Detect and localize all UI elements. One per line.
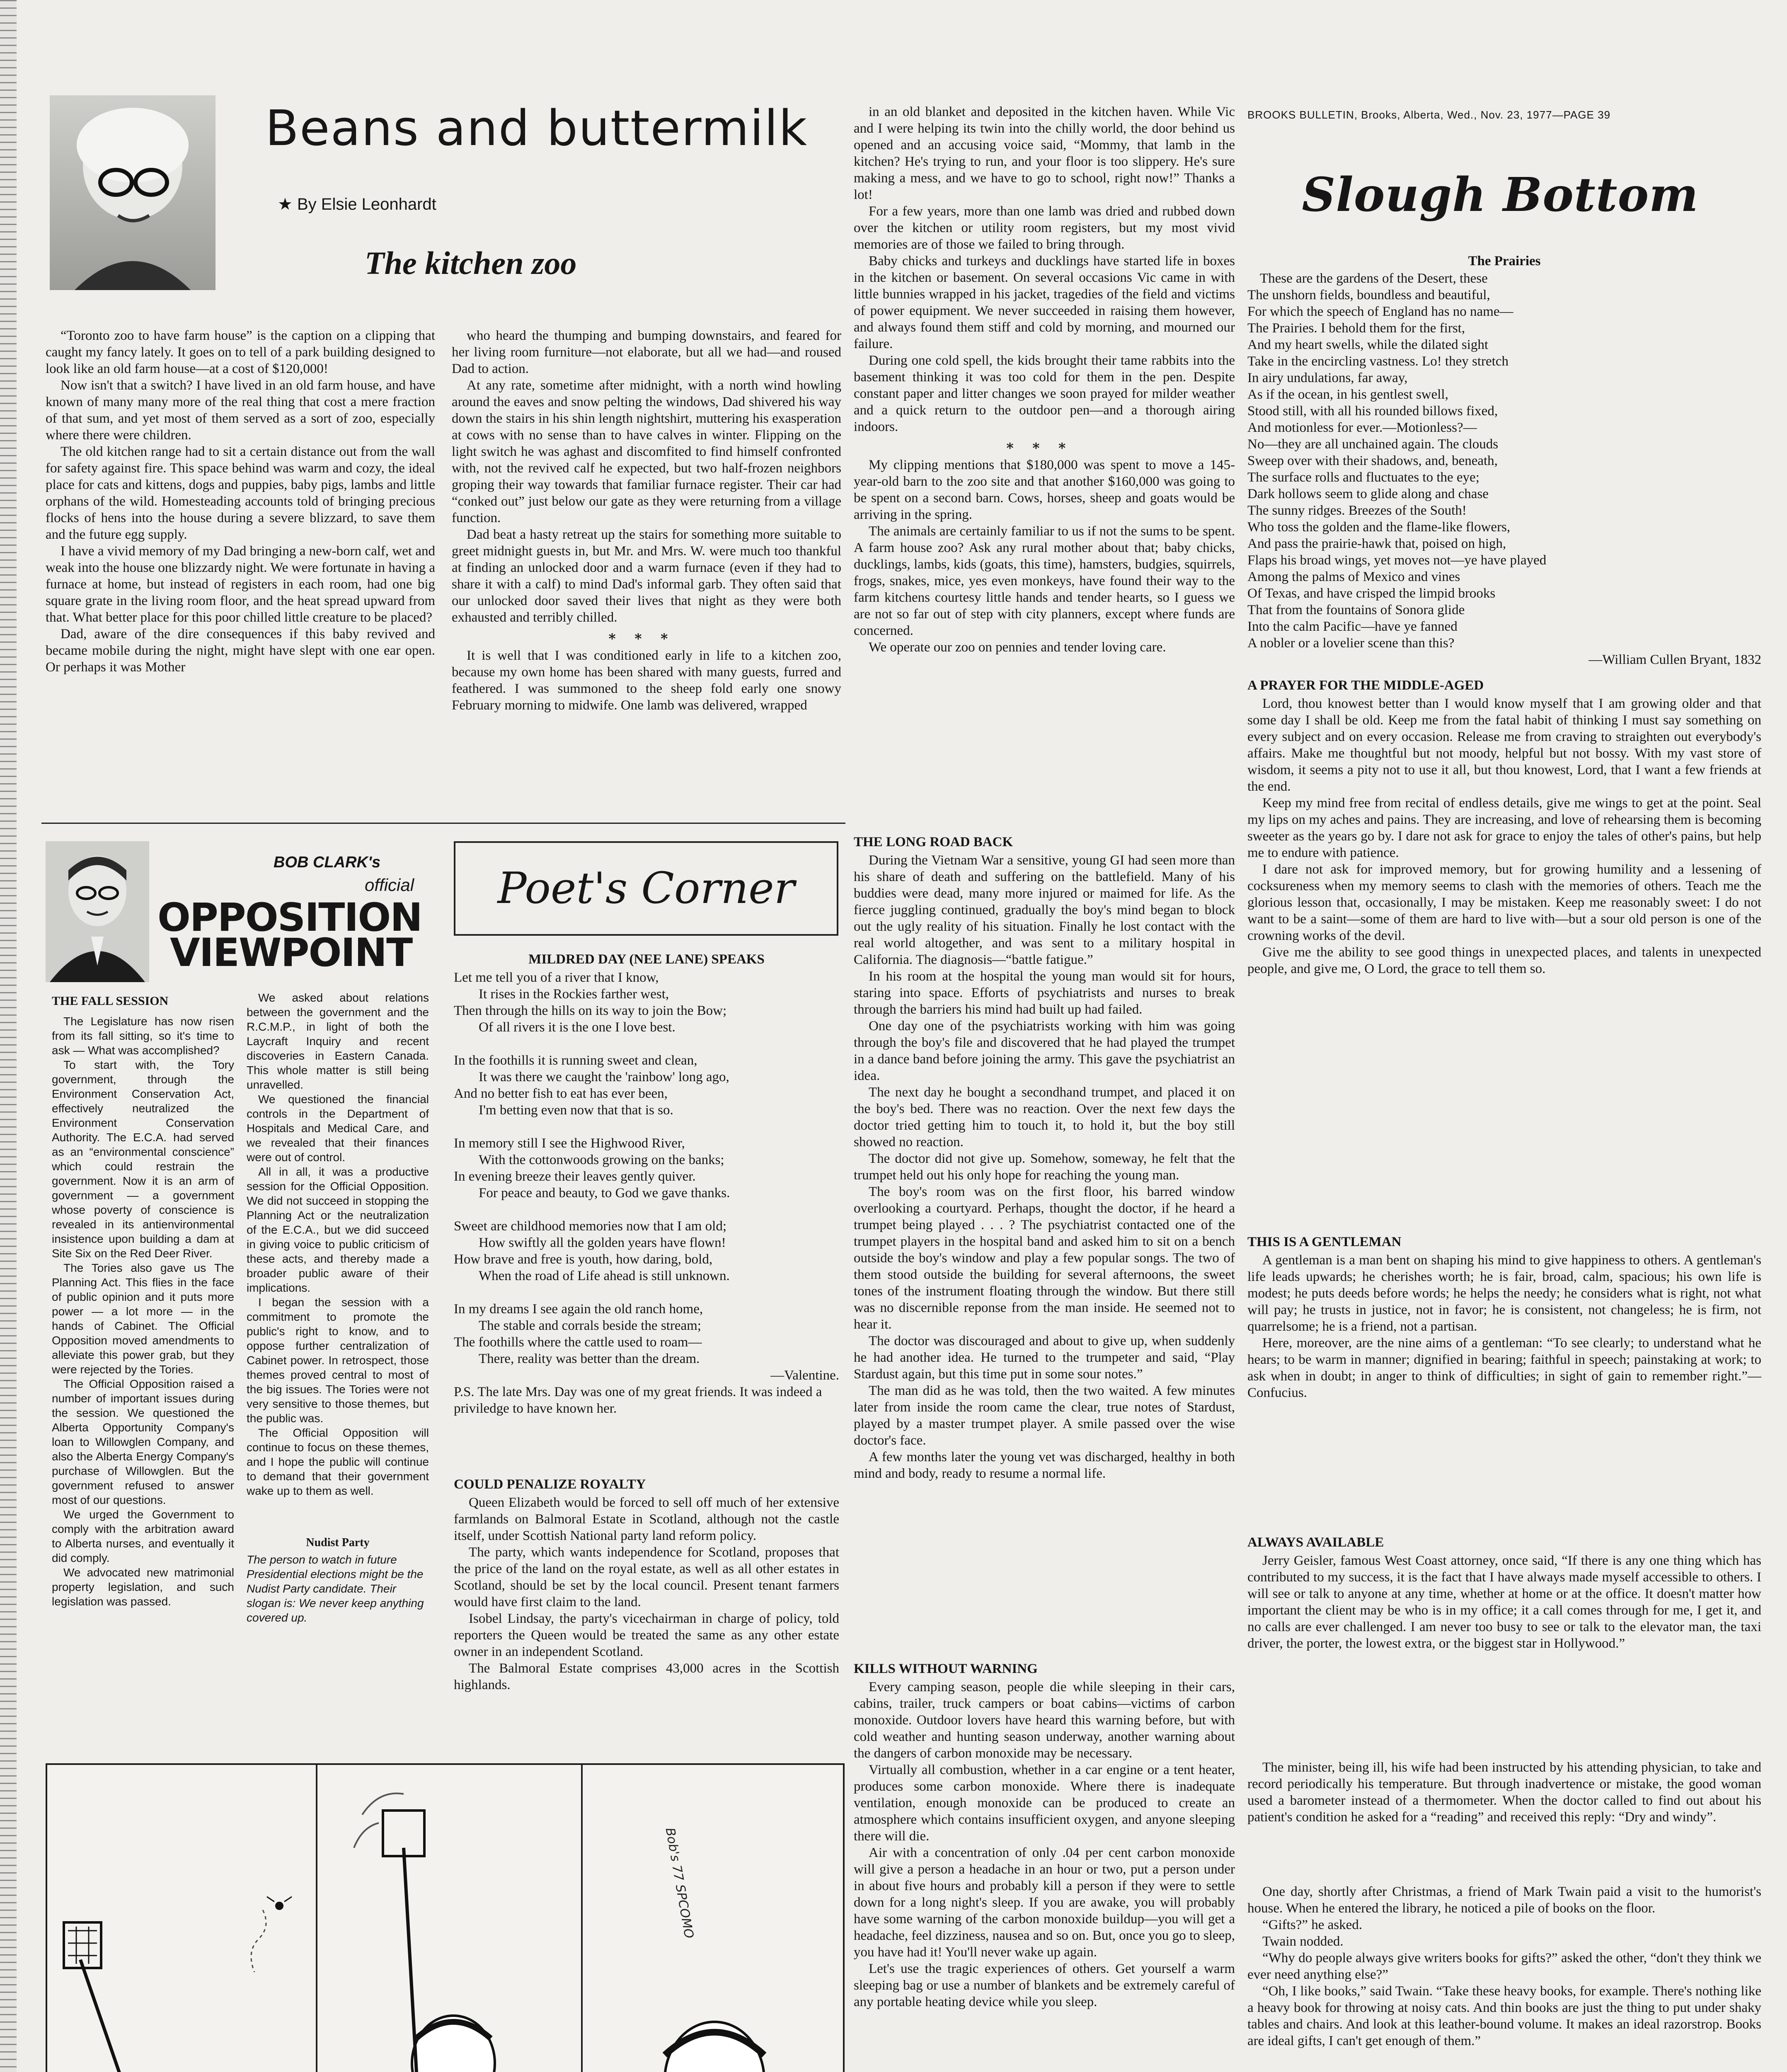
paragraph: We urged the Government to comply with the arbitration award to Alberta nurses, and eventually it did comply.: [52, 1508, 234, 1564]
paragraph: The doctor was discouraged and about to give up, when suddenly he had another idea. He turned to the trumpeter and said, “Play Stardust again, but this time put in some sour notes.”: [854, 1334, 1235, 1382]
always-available-section: [1247, 1525, 1761, 1652]
opposition-title-1: OPPOSITION: [157, 895, 422, 940]
poem-line: As if the ocean, in his gentlest swell,: [1247, 387, 1448, 402]
paragraph: We questioned the financial controls in the Department of Hospitals and Medical Care, and we revealed that their finances were out of control.: [247, 1093, 429, 1164]
paragraph: We operate our zoo on pennies and tender loving care.: [869, 640, 1166, 655]
paragraph: The Tories also gave us The Planning Act. This flies in the face of public opinion and it puts more power — a lot more — in the hands of Cabinet. The Official Opposition moved amendments to alleviate this power grab, but they were rejected by the Tories.: [52, 1261, 234, 1376]
poem-line: The unshorn fields, boundless and beautiful,: [1247, 288, 1490, 303]
left-page-edge: [0, 0, 17, 2072]
gentleman-section: [1247, 1225, 1761, 1401]
poem-line: That from the fountains of Sonora glide: [1247, 603, 1465, 617]
paragraph: We asked about relations between the government and the R.C.M.P., in light of both the Laycraft Inquiry and recent discoveries in Eastern Canada. This whole matter is still being unravelled.: [247, 991, 429, 1091]
paragraph: During the Vietnam War a sensitive, young GI had seen more than his share of death and suffering on the battlefield. Many of his buddies were dead, many more injured or maimed for life. As the fierce juggling continued, gradually the boy's mind began to block out the ugly reality of his situation. Finally he lost contact with the real world altogether, and was sent to a military hospital in California. The diagnosis—“battle fatigue.”: [854, 853, 1235, 967]
poem-line: For peace and beauty, to God we gave thanks.: [479, 1186, 730, 1201]
paragraph: We advocated new matrimonial property legislation, and such legislation was passed.: [52, 1566, 234, 1608]
minister-anecdote: [1247, 1759, 1761, 1825]
paragraph: The old kitchen range had to sit a certain distance out from the wall for safety against fire. This space behind was warm and cozy, the ideal place for cats and kittens, dogs and puppies, baby pigs, lambs and little orphans of the wild. Homesteading accounts told of bringing precious flocks of hens into the house during a severe blizzard, to save them and the future egg supply.: [46, 444, 435, 542]
column-title: Beans and buttermilk: [265, 99, 808, 157]
paragraph: The Balmoral Estate comprises 43,000 acres in the Scottish highlands.: [454, 1661, 839, 1692]
paragraph: The boy's room was on the first floor, his barred window overlooking a courtyard. Perhaps, thought the doctor, if he heard a trumpet being played . . . ? The psychiatrist contacted one of the trumpet players in the hospital band and asked him to sit on a bench outside the boy's window and play a few popular songs. The two of them stood outside the building for several afternoons, the sweet tones of the instrument floating through the window. But there still was no discernible reponse from the man inside. He seemed not to hear it.: [854, 1184, 1235, 1332]
author-portrait-illustration: [50, 95, 216, 290]
section-heading: ALWAYS AVAILABLE: [1247, 1535, 1384, 1550]
poem-line: With the cottonwoods growing on the banks;: [479, 1152, 724, 1167]
opposition-column-2: [247, 990, 429, 1625]
poem-line: Sweep over with their shadows, and, beneath,: [1247, 453, 1498, 468]
poem-line: Then through the hills on its way to join the Bow;: [454, 1003, 727, 1018]
nudist-text: The person to watch in future Presidential elections might be the Nudist Party candidate. Their slogan is: We never keep anything covered up.: [247, 1553, 424, 1624]
poem-line: Dark hollows seem to glide along and chase: [1247, 487, 1489, 501]
poem-line: Into the calm Pacific—have ye fanned: [1247, 619, 1458, 634]
paragraph: The animals are certainly familiar to us if not the sums to be spent. A farm house zoo? Ask any rural mother about that; baby chicks, ducklings, lambs, kids (goats, this time), hamsters, budgies, squirrels, frogs, snakes, mice, yes even monkeys, have found their way to the farm kitchens courtesy little hands and tender hearts, so I guess we are not so far out of step with city planners, except where funds are concerned.: [854, 524, 1235, 638]
poem-line: For which the speech of England has no name—: [1247, 304, 1513, 319]
poem-line: There, reality was better than the dream.: [479, 1351, 700, 1366]
poem-line: And motionless for ever.—Motionless?—: [1247, 420, 1477, 435]
poem-line: I'm betting even now that that is so.: [479, 1103, 673, 1118]
section-heading: A PRAYER FOR THE MIDDLE-AGED: [1247, 678, 1484, 693]
paragraph: The doctor did not give up. Somehow, someway, he felt that the trumpet held out his only hope for reaching the young man.: [854, 1151, 1235, 1183]
paragraph: Virtually all combustion, whether in a car engine or a tent heater, produces some carbon monoxide. Where there is inadequate ventilation, enough monoxide can be produced to create an atmosphere which contains insufficient oxygen, and anyone sleeping there will die.: [854, 1762, 1235, 1844]
paragraph: The next day he bought a secondhand trumpet, and placed it on the boy's bed. There was no reaction. Over the next few days the doctor tried getting him to touch it, to hold it, but the boy still showed no reaction.: [854, 1085, 1235, 1150]
opposition-column-1: [52, 990, 234, 1609]
twain-anecdote: [1247, 1883, 1761, 2049]
section-divider: ∗∗∗: [607, 629, 686, 644]
beans-column-2: [452, 327, 841, 714]
poem-line: A nobler or a lovelier scene than this?: [1247, 636, 1455, 651]
opposition-title-2: VIEWPOINT: [170, 930, 412, 975]
poets-corner-box: [454, 841, 838, 936]
poem-line: Of Texas, and have crisped the limpid brooks: [1247, 586, 1496, 601]
paragraph: “Why do people always give writers books for gifts?” asked the other, “don't they think we ever need anything else?”: [1247, 1951, 1761, 1982]
paragraph: One day, shortly after Christmas, a friend of Mark Twain paid a visit to the humorist's house. When he entered the library, he noticed a pile of books on the floor.: [1247, 1884, 1761, 1916]
section-heading: THE LONG ROAD BACK: [854, 835, 1013, 850]
paragraph: For a few years, more than one lamb was dried and rubbed down over the kitchen or utility room registers, but my most vivid memories are of those we failed to bring through.: [854, 204, 1235, 252]
paragraph: In his room at the hospital the young man would sit for hours, staring into space. Efforts of psychiatrists and nurses to break through the barriers his mind had built up had failed.: [854, 969, 1235, 1017]
postscript: P.S. The late Mrs. Day was one of my great friends. It was indeed a priviledge to have known her.: [454, 1385, 822, 1416]
poem-line: The Prairies. I behold them for the first,: [1247, 321, 1465, 336]
paragraph: Baby chicks and turkeys and ducklings have started life in boxes in the kitchen or basement. On several occasions Vic came in with little bunnies wrapped in his jacket, tragedies of the field and victims of power equipment. We never succeeded in raising them however, and always found them stiff and cold by morning, and mourned our failure.: [854, 254, 1235, 351]
column-subtitle: The kitchen zoo: [365, 245, 577, 281]
paragraph: “Oh, I like books,” said Twain. “Take these heavy books, for example. There's nothing like a heavy book for throwing at noisy cats. And thin books are just the thing to put under shaky tables and chairs. And look at this leather-bound volume. It makes an ideal razorstrop. Books are ideal gifts, I can't get enough of them.”: [1247, 1984, 1761, 2048]
paragraph: The Official Opposition will continue to focus on these themes, and I hope the public will continue to demand that their government wake up to them as well.: [247, 1426, 429, 1497]
paragraph: To start with, the Tory government, through the Environment Conservation Act, effectively neutralized the Environment Conservation Authority. The E.C.A. had served as an “environmental conscience” which could restrain the government. Now it is an arm of government — a government whose poverty of conscience is revealed in its antienvironmental insistence upon building a dam at Site Six on the Red Deer River.: [52, 1058, 234, 1260]
paragraph: The party, which wants independence for Scotland, proposes that the price of the land on the royal estate, as well as all other estates in Scotland, should be set by the local council. Present tenant farmers would have first claim to the land.: [454, 1545, 839, 1610]
kills-without-warning-section: [854, 1651, 1235, 2010]
poem-line: Of all rivers it is the one I love best.: [479, 1020, 676, 1035]
paragraph: A few months later the young vet was discharged, healthy in both mind and body, ready to resume a normal life.: [854, 1450, 1235, 1481]
paragraph: “Toronto zoo to have farm house” is the caption on a clipping that caught my fancy lately. It goes on to tell of a park building designed to look like an old farm house—at a cost of $120,000!: [46, 328, 435, 376]
author-photo: [50, 95, 216, 290]
politician-portrait-illustration: [46, 841, 149, 982]
poem-line: It was there we caught the 'rainbow' long ago,: [479, 1070, 729, 1084]
poem-line: And my heart swells, while the dilated sight: [1247, 337, 1489, 352]
poem-line: The sunny ridges. Breezes of the South!: [1247, 503, 1467, 518]
byline-text: By Elsie Leonhardt: [297, 195, 436, 213]
poem-line: It rises in the Rockies farther west,: [479, 987, 669, 1002]
paragraph: in an old blanket and deposited in the kitchen haven. While Vic and I were helping its twin into the chilly world, the door behind us opened and an accusing voice said, “Mommy, that lamb in the kitchen? He's trying to run, and your floor is too slippery. He's sure making a mess, and we have to go to school, right now!” Thanks a lot!: [854, 104, 1235, 202]
poem-line: In my dreams I see again the old ranch home,: [454, 1302, 703, 1317]
poem-line: Flaps his broad wings, yet moves not—ye have played: [1247, 553, 1547, 568]
beans-column-3: [854, 104, 1235, 656]
poem-line: Let me tell you of a river that I know,: [454, 970, 659, 985]
paragraph: Jerry Geisler, famous West Coast attorney, once said, “If there is any one thing which has contributed to my success, it is the fact that I have always made myself accessible to others. I will see or talk to anyone at any time, whether at home or at the office. It doesn't matter how important the client may be who is in my office; it a call comes through for me, I get it, and no calls are ever challenged. I am never too busy to see or talk to the elevator man, the taxi driver, the porter, the lowest extra, or the biggest star in Hollywood.”: [1247, 1553, 1761, 1651]
royalty-section: [454, 1467, 839, 1693]
politician-photo: [46, 841, 149, 982]
paragraph: I dare not ask for improved memory, but for growing humility and a lessening of cocksureness when my memory seems to clash with the memories of others. Teach me the glorious lesson that, occasionally, I may be mistaken. Keep me reasonably sweet: I do not want to be a saint—some of them are hard to live with—but a sour old person is one of the crowning works of the devil.: [1247, 862, 1761, 943]
poem-line: Sweet are childhood memories now that I am old;: [454, 1219, 727, 1234]
paragraph: Let's use the tragic experiences of others. Get yourself a warm sleeping bag or use a number of blankets and be extremely careful of any portable heating device while you sleep.: [854, 1961, 1235, 2009]
section-divider: ∗∗∗: [1005, 438, 1084, 453]
poem-line: The surface rolls and fluctuates to the eye;: [1247, 470, 1479, 485]
long-road-back-section: [854, 825, 1235, 1482]
poem-author: —William Cullen Bryant, 1832: [1588, 652, 1761, 667]
paragraph: The Official Opposition raised a number of important issues during the session. We questioned the Alberta Opportunity Company's loan to Willowglen Company, and also the Alberta Energy Company's purchase of Willowglen. But the government refused to answer most of our questions.: [52, 1377, 234, 1506]
paragraph: The minister, being ill, his wife had been instructed by his attending physician, to take and record periodically his temperature. But through inadvertence or mistake, the good woman used a barometer instead of a thermometer. When the doctor called to find out about his patient's condition he asked for a “reading” and received this reply: “Dry and windy”.: [1247, 1760, 1761, 1825]
beans-column-1: [46, 327, 435, 675]
poem-line: Who toss the golden and the flame-like flowers,: [1247, 520, 1511, 535]
paragraph: A gentleman is a man bent on shaping his mind to give happiness to others. A gentleman's life leads upwards; he cherishes worth; he is fair, broad, calm, spacious; his own life is modest; he puts deeds before words; he helps the needy; he considers what is right, not what will pay; he trusts in justice, not in favor; he is consistent, not changeless; he is firm, not quarrelsome; he is a friend, not a partisan.: [1247, 1253, 1761, 1334]
poem-line: Stood still, with all his rounded billows fixed,: [1247, 404, 1498, 419]
opposition-kicker-2: official: [365, 875, 414, 895]
paragraph: It is well that I was conditioned early in life to a kitchen zoo, because my own home has been shared with many guests, furred and feathered. I was summoned to the sheep fold early one snowy February morning to midwife. One lamb was delivered, wrapped: [452, 648, 841, 713]
paragraph: Dad beat a hasty retreat up the stairs for something more suitable to greet midnight guests in, but Mr. and Mrs. W. were much too thankful at finding an unlocked door and a warm furnace (even if they had to share it with a calf) to mind Dad's informal garb. They often said that our unlocked door saved their lives that night as they were both exhausted and terribly chilled.: [452, 527, 841, 625]
opposition-kicker: BOB CLARK's: [274, 854, 381, 871]
poem-line: No—they are all unchained again. The clouds: [1247, 437, 1499, 452]
poem-line: How swiftly all the golden years have flown!: [479, 1235, 726, 1250]
poem-line: These are the gardens of the Desert, these: [1260, 271, 1488, 286]
paragraph: Give me the ability to see good things in unexpected places, and talents in unexpected people, and give me, O Lord, the grace to tell them so.: [1247, 945, 1761, 976]
byline: [278, 195, 436, 214]
paragraph: At any rate, sometime after midnight, with a north wind howling around the eaves and snow pelting the windows, Dad shivered his way down the stairs in his shin length nightshirt, muttering his exasperation at cows with no sense than to have calves in winter. Flipping on the light switch he was aghast and discomfited to find himself confronted with, not the revived calf he expected, but two half-frozen neighbors groping their way towards that familiar furnace register. Their car had “conked out” just below our gate as they were returning from a village function.: [452, 378, 841, 525]
poem-line: The stable and corrals beside the stream;: [479, 1318, 701, 1333]
poem-line: In the foothills it is running sweet and clean,: [454, 1053, 697, 1068]
paragraph: Here, moreover, are the nine aims of a gentleman: “To see clearly; to understand what he hears; to be warm in manner; dignified in bearing; faithful in speech; painstaking at work; to ask when in doubt; in anger to think of difficulties; in sight of gain to remember right.”—Confucius.: [1247, 1336, 1761, 1400]
nudist-heading: Nudist Party: [306, 1536, 370, 1549]
paragraph: Every camping season, people die while sleeping in their cars, cabins, trailer, truck campers or boat cabins—victims of carbon monoxide. Outdoor lovers have heard this warning before, but with cold weather and hunting season underway, another warning about the dangers of carbon monoxide may be necessary.: [854, 1680, 1235, 1761]
prairies-poem: [1247, 253, 1761, 977]
paragraph: The man did as he was told, then the two waited. A few minutes later from inside the room came the clear, true notes of Stardust, played by a master trumpet player. A smile passed over the wise doctor's face.: [854, 1383, 1235, 1448]
paragraph: During one cold spell, the kids brought their tame rabbits into the basement thinking it was too cold for them in the pen. Despite constant paper and litter changes we soon prayed for milder weather and a quick return to the outdoor pen—and a thorough airing indoors.: [854, 353, 1235, 434]
paragraph: Keep my mind free from recital of endless details, give me wings to get at the point. Seal my lips on my aches and pains. They are increasing, and love of rehearsing them is becoming sweeter as the years go by. I dare not ask for grace to enjoy the tales of other's pains, but help me to endure with patience.: [1247, 796, 1761, 860]
poem-heading: MILDRED DAY (NEE LANE) SPEAKS: [528, 952, 765, 967]
paragraph: I began the session with a commitment to promote the public's right to know, and to oppose further centralization of Cabinet power. In retrospect, those themes proved central to most of the big issues. The Tories were not very sensitive to those themes, but the public was.: [247, 1296, 429, 1425]
paragraph: Air with a concentration of only .04 per cent carbon monoxide will give a person a headache in an hour or two, put a person under in about five hours and probably kill a person if they were to settle down for a long night's sleep. If you are awake, you will probably have some warning of the carbon monoxide buildup—you will get a headache, feel dizziness, nausea and so on. But, once you go to sleep, you have had it! You'll never wake up again.: [854, 1845, 1235, 1960]
poem-line: The foothills where the cattle used to roam—: [454, 1335, 702, 1350]
poem-title: The Prairies: [1468, 254, 1541, 269]
poem-line: How brave and free is youth, how daring, bold,: [454, 1252, 713, 1267]
section-heading: THE FALL SESSION: [52, 994, 169, 1008]
star-icon: ★: [278, 195, 297, 213]
paragraph: Lord, thou knowest better than I would know myself that I am growing older and that some day I shall be old. Keep me from the fatal habit of thinking I must say something on every subject and on every occasion. Release me from craving to straighten out everybody's affairs. Make me thoughtful but not moody, helpful but not bossy. With my vast store of wisdom, it seems a pity not to use it all, but thou knowest, Lord, that I want a few friends at the end.: [1247, 696, 1761, 794]
paragraph: Dad, aware of the dire consequences if this baby revived and became mobile during the night, might have slept with one ear open. Or perhaps it was Mother: [46, 627, 435, 675]
paragraph: Twain nodded.: [1262, 1934, 1344, 1949]
section-heading: KILLS WITHOUT WARNING: [854, 1661, 1038, 1676]
paragraph: The Legislature has now risen from its fall sitting, so it's time to ask — What was accomplished?: [52, 1015, 234, 1057]
paragraph: My clipping mentions that $180,000 was spent to move a 145-year-old barn to the zoo site and that another $160,000 was going to be spent on a second barn. Cows, horses, sheep and goats would be arriving in the spring.: [854, 457, 1235, 522]
poem-line: Among the palms of Mexico and vines: [1247, 569, 1460, 584]
cartoonist-signature: Bob's 77 SPCOMO: [662, 1826, 696, 1940]
paragraph: All in all, it was a productive session for the Official Opposition. We did not succeed in stopping the Planning Act or the neutralization of the E.C.A., but we did succeed in giving voice to public criticism of these acts, and thereby made a broader public aware of their implications.: [247, 1165, 429, 1294]
editorial-cartoon: [46, 1763, 845, 2072]
poem-line: When the road of Life ahead is still unknown.: [479, 1268, 730, 1283]
poem-line: In memory still I see the Highwood River,: [454, 1136, 685, 1151]
section-heading: COULD PENALIZE ROYALTY: [454, 1477, 646, 1492]
poem-line: And no better fish to eat has ever been,: [454, 1086, 668, 1101]
masthead: BROOKS BULLETIN, Brooks, Alberta, Wed., Nov. 23, 1977—PAGE 39: [1247, 109, 1611, 121]
cartoon-drawing: [47, 1765, 843, 2072]
paragraph: Now isn't that a switch? I have lived in an old farm house, and have known of many many more of the real thing that cost a mere fraction of that sum, and yet most of them served as a sort of zoo, especially where there were children.: [46, 378, 435, 443]
poem-line: Take in the encircling vastness. Lo! they stretch: [1247, 354, 1509, 369]
paragraph: Isobel Lindsay, the party's vicechairman in charge of policy, told reporters the Queen would be treated the same as any other estate owner in an independent Scotland.: [454, 1611, 839, 1659]
paragraph: I have a vivid memory of my Dad bringing a new-born calf, wet and weak into the house one blizzardy night. We were fortunate in having a furnace at home, but instead of registers in each room, had one big square grate in the living room floor, and the heat spread upward from that. What better place for this poor chilled little creature to be placed?: [46, 544, 435, 625]
paragraph: One day one of the psychiatrists working with him was going through the boy's file and discovered that he had played the trumpet in a dance band before joining the army. This gave the psychiatrist an idea.: [854, 1019, 1235, 1083]
poets-corner-poem: [454, 951, 839, 1417]
paragraph: who heard the thumping and bumping downstairs, and feared for her living room furniture—not elaborate, but all we had—and roused Dad to action.: [452, 328, 841, 376]
horizontal-rule: [41, 823, 845, 824]
poem-signature: —Valentine.: [770, 1368, 839, 1383]
section-heading: THIS IS A GENTLEMAN: [1247, 1234, 1402, 1249]
poem-line: In airy undulations, far away,: [1247, 370, 1408, 385]
paragraph: Queen Elizabeth would be forced to sell off much of her extensive farmlands on Balmoral Estate in Scotland, although not the castle itself, under Scottish National party land reform policy.: [454, 1495, 839, 1543]
poem-line: In evening breeze their leaves gently quiver.: [454, 1169, 696, 1184]
paragraph: “Gifts?” he asked.: [1262, 1917, 1362, 1932]
slough-title: Slough Bottom: [1302, 168, 1699, 222]
poem-line: And pass the prairie-hawk that, poised on high,: [1247, 536, 1506, 551]
poets-corner-title: Poet's Corner: [497, 863, 795, 913]
